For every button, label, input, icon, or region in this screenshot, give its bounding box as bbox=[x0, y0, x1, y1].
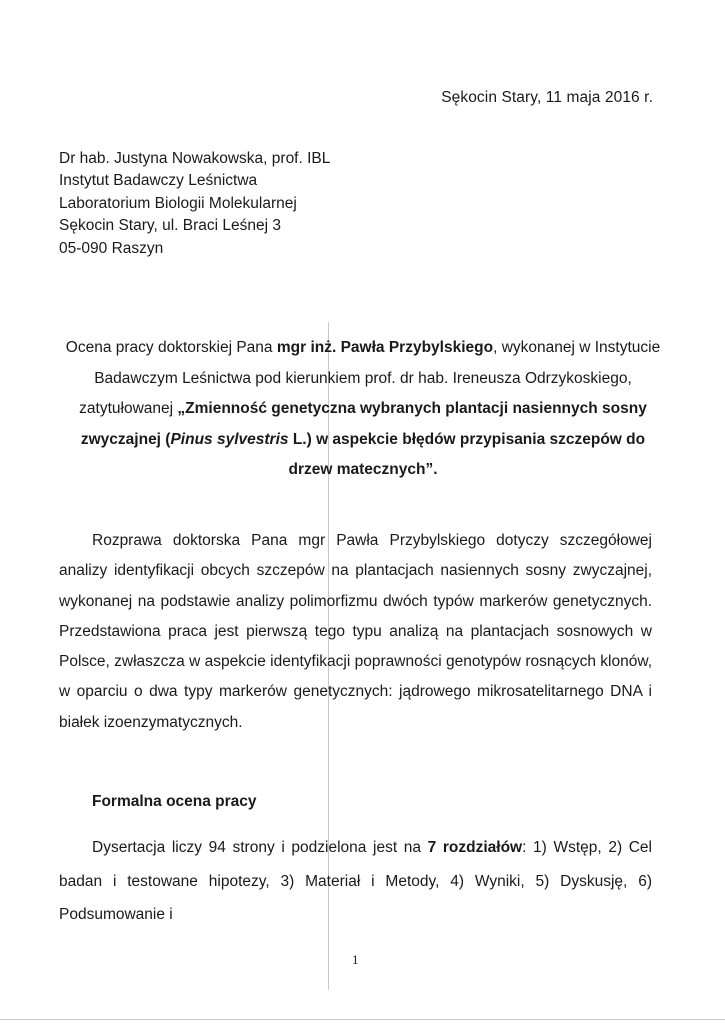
title-intro: Ocena pracy doktorskiej Pana bbox=[65, 339, 277, 356]
chapter-count: 7 rozdziałów bbox=[427, 839, 523, 856]
thesis-title-part-2: L.) w aspekcie błędów przypisania szczepów do drzew matecznych”. bbox=[288, 430, 646, 478]
title-middle: , wykonanej w Instytucie Badawczym Leśnictwa pod kierunkiem prof. dr hab. Ireneusza Odrzykoskiego, zatytułowanej bbox=[79, 339, 661, 417]
address-line-name: Dr hab. Justyna Nowakowska, prof. IBL bbox=[59, 150, 331, 167]
author-name: mgr inż. Pawła Przybylskiego bbox=[276, 339, 494, 356]
page-number: 1 bbox=[352, 952, 359, 967]
address-line-institute: Instytut Badawczy Leśnictwa bbox=[59, 172, 258, 190]
sender-address-block bbox=[59, 148, 330, 260]
formal-paragraph-rest: : 1) Wstęp, 2) Cel badan i testowane hipotezy, 3) Materiał i Metody, 4) Wyniki, 5) Dyskusję, 6) Podsumowanie i bbox=[59, 839, 652, 923]
date-line: Sękocin Stary, 11 maja 2016 r. bbox=[441, 89, 653, 106]
species-latin-name: Pinus sylvestris bbox=[170, 430, 289, 448]
thesis-title-part-1: „Zmienność genetyczna wybranych plantacji nasiennych sosny zwyczajnej ( bbox=[80, 400, 647, 448]
address-line-laboratory: Laboratorium Biologii Molekularnej bbox=[59, 194, 297, 212]
section-heading: Formalna ocena pracy bbox=[92, 793, 257, 810]
formal-assessment-paragraph bbox=[59, 831, 652, 932]
intro-paragraph bbox=[59, 526, 652, 738]
formal-paragraph-start: Dysertacja liczy 94 strony i podzielona jest na bbox=[92, 839, 428, 856]
address-line-street: Sękocin Stary, ul. Braci Leśnej 3 bbox=[59, 217, 281, 235]
page-bottom-edge bbox=[0, 1019, 725, 1020]
review-title bbox=[62, 333, 664, 486]
intro-paragraph-text: Rozprawa doktorska Pana mgr Pawła Przybylskiego dotyczy szczegółowej analizy identyfikacji obcych szczepów na plantacjach nasiennych sosny zwyczajnej, wykonanej na podstawie analizy polimorfizmu dwóch typów markerów genetycznych. Przedstawiona praca jest pierwszą tego typu analizą na plantacjach sosnowych w Polsce, zwłaszcza w aspekcie identyfikacji poprawności genotypów rosnących klonów, w oparciu o dwa typy markerów genetycznych: jądrowego mikrosatelitarnego DNA i białek izoenzymatycznych. bbox=[59, 532, 652, 731]
address-line-postal: 05-090 Raszyn bbox=[59, 239, 164, 257]
